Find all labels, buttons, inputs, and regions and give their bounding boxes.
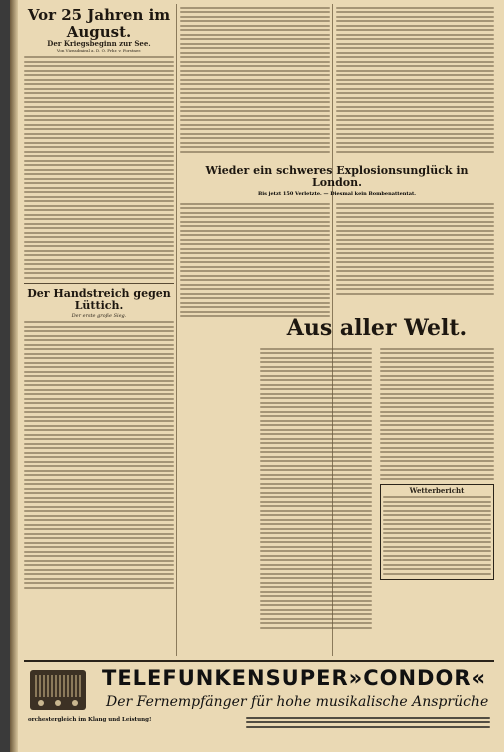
article-body-text [336,7,494,153]
article-body-text [24,56,174,279]
section-head-aus-aller-welt: Aus aller Welt. [286,315,468,341]
article-body-text [260,348,372,629]
subhead-erste-grosse-sieg: Der erste große Sieg. [71,312,127,319]
article-body-text [380,348,494,481]
weather-report-box [380,484,494,580]
telefunken-advertisement [24,660,494,742]
ad-small-print [246,714,490,730]
article-body-text [180,203,330,318]
headline-vor-25-jahren: Vor 25 Jahren im August. [27,6,171,41]
subhead-150-verletzte: Bis jetzt 150 Verletzte. — Diesmal kein Bombenattentat. [258,191,416,198]
ad-tagline: orchestergleich im Klang und Leistung! [28,717,152,723]
headline-london-explosion: Wieder ein schweres Explosionsunglück in London. [205,164,469,190]
newspaper-page [10,0,504,752]
byline: Von Vizeadmiral a. D. O. Frhr. v. Forstner. [56,47,142,53]
column-rule [176,4,177,656]
article-body-text [336,203,494,295]
ad-brand-name: TELEFUNKENSUPER»CONDOR« [102,666,487,690]
ad-slogan: Der Fernempfänger für hohe musikalische Ansprüche [106,694,489,710]
divider [24,283,174,284]
column-right-top [336,4,494,158]
radio-illustration [30,670,86,710]
column-middle-lower [260,345,372,655]
column-right-lower [380,345,494,655]
weather-report-title: Wetterbericht [409,486,465,495]
article-body-text [24,321,174,589]
subhead-kriegsbeginn: Der Kriegsbeginn zur See. [47,39,151,48]
article-body-text [180,7,330,153]
column-left [24,4,174,591]
column-middle-top [180,4,330,158]
london-explosion-article [180,162,494,200]
headline-handstreich-luettich: Der Handstreich gegen Lüttich. [27,286,171,312]
column-right-mid [336,200,494,310]
